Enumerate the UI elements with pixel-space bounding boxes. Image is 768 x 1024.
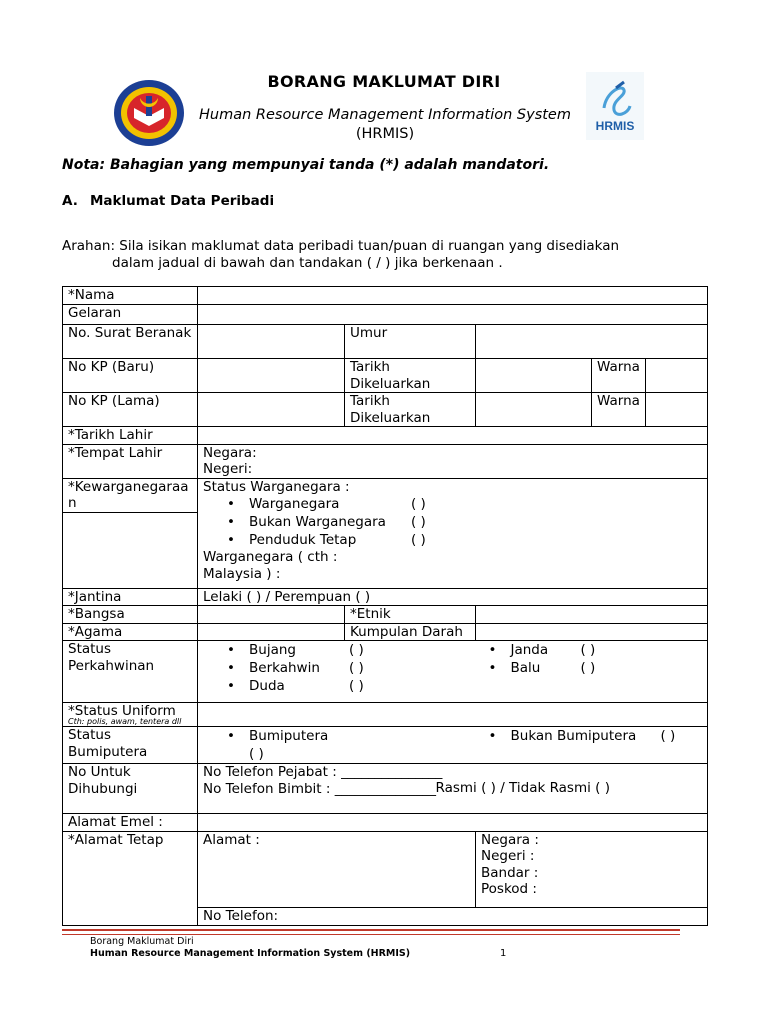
input-kp-baru[interactable] (198, 359, 345, 393)
label-alamat-tetap: *Alamat Tetap (63, 831, 198, 925)
status-warganegara-label: Status Warganegara : (203, 478, 350, 495)
subtitle-abbr: (HRMIS) (355, 126, 415, 142)
rasmi-text: Rasmi ( ) / Tidak Rasmi ( ) (435, 780, 610, 796)
addr-bandar: Bandar : (481, 864, 539, 881)
label-warna-baru: Warna (592, 359, 646, 393)
list-item[interactable]: • Bujang ( ) (227, 641, 471, 659)
table-row (63, 641, 708, 703)
input-tarikh-dikeluarkan-baru[interactable] (476, 359, 592, 393)
label-tarikh-dikeluarkan-baru: Tarikh Dikeluarkan (345, 359, 476, 393)
table-row (63, 478, 708, 588)
label-kewarganegaraan: *Kewarganegaraan (63, 479, 197, 513)
instructions (62, 238, 662, 272)
input-warna-baru[interactable] (646, 359, 708, 393)
warganegara-example: Warganegara ( cth : Malaysia ) : (203, 549, 338, 582)
form-subtitle (180, 106, 590, 144)
hrmis-logo (584, 70, 646, 142)
input-alamat[interactable]: Alamat : (198, 831, 476, 907)
personal-info-table (62, 286, 708, 926)
ministry-logo (112, 78, 186, 148)
table-row (63, 831, 708, 907)
list-item[interactable]: • Duda ( ) (227, 677, 471, 695)
table-row (63, 305, 708, 325)
input-kumpulan-darah[interactable] (476, 623, 708, 641)
address-details[interactable] (476, 831, 708, 907)
input-gelaran[interactable] (198, 305, 708, 325)
input-agama[interactable] (198, 623, 345, 641)
instructions-line-1: Arahan: Sila isikan maklumat data peribadi tuan/puan di ruangan yang disediakan (62, 238, 620, 254)
label-jantina: *Jantina (63, 588, 198, 606)
label-status-uniform (63, 703, 198, 727)
perkahwinan-options-right (481, 641, 703, 677)
input-status-uniform[interactable] (198, 703, 708, 727)
tel-bimbit: No Telefon Bimbit : _______________ (203, 780, 436, 797)
label-gelaran: Gelaran (63, 305, 198, 325)
label-bangsa: *Bangsa (63, 606, 198, 624)
label-status-perkahwinan: Status Perkahwinan (63, 641, 198, 703)
list-item[interactable]: • Penduduk Tetap ( ) (227, 531, 702, 549)
section-heading (62, 193, 274, 209)
input-umur[interactable] (476, 325, 708, 359)
perkahwinan-right[interactable] (476, 641, 708, 703)
footer-system-name: Human Resource Management Information System (HRMIS) (90, 948, 411, 959)
input-etnik[interactable] (476, 606, 708, 624)
label-kp-baru: No KP (Baru) (63, 359, 198, 393)
input-surat-beranak[interactable] (198, 325, 345, 359)
label-status-bumiputera: Status Bumiputera (63, 727, 198, 764)
section-number: A. (62, 193, 78, 209)
input-no-telefon-alamat[interactable]: No Telefon: (198, 907, 708, 925)
bumiputera-options-right (481, 727, 703, 745)
label-umur: Umur (345, 325, 476, 359)
label-tarikh-dikeluarkan-lama: Tarikh Dikeluarkan (345, 393, 476, 427)
input-nama[interactable] (198, 287, 708, 305)
list-item[interactable]: • Janda ( ) (489, 641, 703, 659)
label-kumpulan-darah: Kumpulan Darah (345, 623, 476, 641)
table-row (63, 393, 708, 427)
input-tarikh-dikeluarkan-lama[interactable] (476, 393, 592, 427)
footer-doc-name: Borang Maklumat Diri (90, 936, 194, 947)
label-kewarganegaraan-cell (63, 478, 198, 588)
bumiputera-options-left (203, 727, 471, 763)
mandatory-note: Nota: Bahagian yang mempunyai tanda (*) adalah mandatori. (62, 157, 550, 173)
warganegara-options (203, 495, 702, 549)
form-title: BORANG MAKLUMAT DIRI (267, 72, 501, 91)
list-item[interactable]: • Warganegara ( ) (227, 495, 702, 513)
list-item[interactable]: • Bumiputera ( ) (227, 727, 471, 763)
input-tarikh-lahir[interactable] (198, 427, 708, 445)
tempat-lahir-negeri: Negeri: (203, 461, 253, 477)
table-row (63, 727, 708, 764)
addr-negara: Negara : (481, 831, 539, 848)
label-tempat-lahir: *Tempat Lahir (63, 444, 198, 478)
label-tarikh-lahir: *Tarikh Lahir (63, 427, 198, 445)
instructions-line-2: dalam jadual di bawah dan tandakan ( / ) jika berkenaan . (112, 255, 503, 271)
page-number: 1 (500, 948, 507, 959)
hrmis-logo-text: HRMIS (595, 119, 635, 133)
label-alamat-emel: Alamat Emel : (63, 814, 198, 832)
label-warna-lama: Warna (592, 393, 646, 427)
table-row (63, 764, 708, 814)
table-row (63, 427, 708, 445)
perkahwinan-options-left (203, 641, 471, 695)
input-tempat-lahir[interactable] (198, 444, 708, 478)
table-row (63, 287, 708, 305)
rasmi-choice[interactable] (435, 764, 708, 814)
label-etnik: *Etnik (345, 606, 476, 624)
table-row (63, 623, 708, 641)
input-jantina[interactable]: Lelaki ( ) / Perempuan ( ) (198, 588, 708, 606)
tempat-lahir-negara: Negara: (203, 444, 257, 461)
status-uniform-text: *Status Uniform (68, 703, 176, 719)
list-item[interactable]: • Bukan Bumiputera ( ) (489, 727, 703, 745)
table-row (63, 588, 708, 606)
bumiputera-left[interactable] (198, 727, 476, 764)
list-item[interactable]: • Berkahwin ( ) (227, 659, 471, 677)
table-row (63, 325, 708, 359)
input-alamat-emel[interactable] (198, 814, 708, 832)
label-no-dihubungi: No Untuk Dihubungi (63, 764, 198, 814)
input-warna-lama[interactable] (646, 393, 708, 427)
perkahwinan-left[interactable] (198, 641, 476, 703)
addr-negeri: Negeri : (481, 848, 535, 864)
addr-poskod: Poskod : (481, 881, 537, 897)
footer-rule (62, 929, 680, 935)
table-row (63, 444, 708, 478)
input-kewarganegaraan[interactable] (198, 478, 708, 588)
label-agama: *Agama (63, 623, 198, 641)
table-row (63, 703, 708, 727)
list-item[interactable]: • Bukan Warganegara ( ) (227, 513, 702, 531)
list-item[interactable]: • Balu ( ) (489, 659, 703, 677)
uniform-example: Cth: polis, awam, tentera dll (68, 716, 182, 726)
label-surat-beranak: No. Surat Beranak (63, 325, 198, 359)
table-row (63, 606, 708, 624)
bumiputera-right[interactable] (476, 727, 708, 764)
label-kp-lama: No KP (Lama) (63, 393, 198, 427)
label-nama: *Nama (63, 287, 198, 305)
table-row (63, 359, 708, 393)
tel-pejabat: No Telefon Pejabat : _______________ (203, 764, 443, 780)
section-title: Maklumat Data Peribadi (90, 193, 275, 209)
table-row (63, 814, 708, 832)
input-kp-lama[interactable] (198, 393, 345, 427)
subtitle-text: Human Resource Management Information System (199, 107, 571, 123)
input-bangsa[interactable] (198, 606, 345, 624)
